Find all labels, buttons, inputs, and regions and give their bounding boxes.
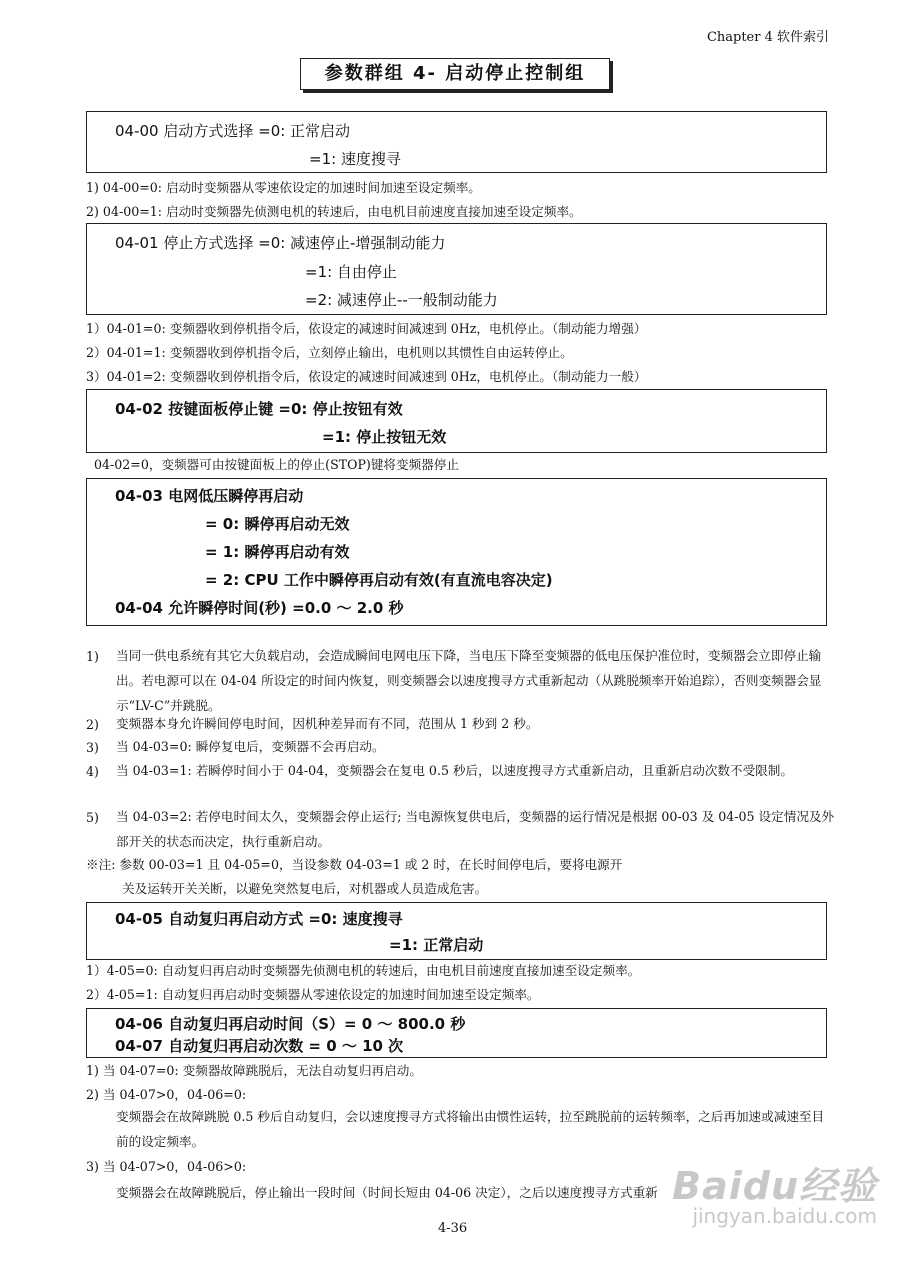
note-line: 3) 当 04-07>0，04-06>0: <box>86 1159 247 1174</box>
note-number: 3) <box>86 740 99 755</box>
note-line: 04-02=0，变频器可由按键面板上的停止(STOP)键将变频器停止 <box>94 457 459 472</box>
warning-note: 关及运转开关关断，以避免突然复电后，对机器或人员造成危害。 <box>122 881 488 896</box>
note-number: 4) <box>86 764 99 779</box>
note-number: 2) <box>86 717 99 732</box>
param-box-04-05 <box>86 902 827 960</box>
param-line: =1: 自由停止 <box>305 263 397 281</box>
param-box-04-02 <box>86 389 827 453</box>
note-text: 当同一供电系统有其它大负载启动，会造成瞬间电网电压下降，当电压下降至变频器的低电压保护准位时，变频器会立即停止输出。若电源可以在 04-04 所设定的时间内恢复，则变频器会以速度搜寻方式重新起动（从跳脱频率开始追踪），否则变频器会显示“LV-C”并跳脱。 <box>116 648 822 713</box>
note-text: 当 04-03=2: 若停电时间太久，变频器会停止运行; 当电源恢复供电后，变频器的运行情况是根据 00-03 及 04-05 设定情况及外部开关的状态而决定，执行重新启动。 <box>116 809 835 849</box>
note-line: 2）04-01=1: 变频器收到停机指令后，立刻停止输出，电机则以其惯性自由运转停止。 <box>86 345 573 360</box>
param-line: = 0: 瞬停再启动无效 <box>205 515 350 533</box>
baidu-watermark <box>672 1155 877 1228</box>
page-number: 4-36 <box>438 1221 468 1236</box>
param-line: 04-03 电网低压瞬停再启动 <box>115 487 304 505</box>
note-text: 当 04-03=0: 瞬停复电后，变频器不会再启动。 <box>116 739 385 754</box>
watermark-logo: Baidu经验 <box>672 1164 877 1208</box>
param-line: 04-06 自动复归再启动时间（S）= 0 ～ 800.0 秒 <box>115 1015 466 1033</box>
param-box-04-06 <box>86 1008 827 1058</box>
param-box-04-03 <box>86 478 827 626</box>
note-line: 3）04-01=2: 变频器收到停机指令后，依设定的减速时间减速到 0Hz，电机停止。（制动能力一般） <box>86 369 647 384</box>
note-number: 5) <box>86 810 99 825</box>
param-line: =1: 停止按钮无效 <box>322 428 447 446</box>
note-line: 1) 04-00=0: 启动时变频器从零速依设定的加速时间加速至设定频率。 <box>86 180 481 195</box>
section-title: 参数群组 4- 启动停止控制组 <box>300 58 610 90</box>
param-line: =2: 减速停止--一般制动能力 <box>305 291 498 309</box>
param-line: 04-07 自动复归再启动次数 = 0 ～ 10 次 <box>115 1037 404 1055</box>
note-line: 2）4-05=1: 自动复归再启动时变频器从零速依设定的加速时间加速至设定频率。 <box>86 987 540 1002</box>
param-line: =1: 速度搜寻 <box>309 150 401 168</box>
note-number: 1) <box>86 649 99 664</box>
chapter-header: Chapter 4 软件索引 <box>706 30 829 45</box>
warning-note: ※注: 参数 00-03=1 且 04-05=0，当设参数 04-03=1 或 2 时，在长时间停电后，要将电源开 <box>86 857 623 872</box>
param-line: 04-02 按键面板停止键 =0: 停止按钮有效 <box>115 400 403 418</box>
param-line: 04-05 自动复归再启动方式 =0: 速度搜寻 <box>115 910 403 928</box>
note-line: 1）04-01=0: 变频器收到停机指令后，依设定的减速时间减速到 0Hz，电机停止。（制动能力增强） <box>86 321 647 336</box>
note-text: 变频器本身允许瞬间停电时间，因机种差异而有不同，范围从 1 秒到 2 秒。 <box>116 716 539 731</box>
note-line: 2) 04-00=1: 启动时变频器先侦测电机的转速后，由电机目前速度直接加速至设定频率。 <box>86 204 582 219</box>
watermark-url: jingyan.baidu.com <box>692 1204 877 1228</box>
note-line: 1）4-05=0: 自动复归再启动时变频器先侦测电机的转速后，由电机目前速度直接加速至设定频率。 <box>86 963 641 978</box>
note-text: 当 04-03=1: 若瞬停时间小于 04-04，变频器会在复电 0.5 秒后，以速度搜寻方式重新启动，且重新启动次数不受限制。 <box>116 763 793 778</box>
param-line: = 2: CPU 工作中瞬停再启动有效(有直流电容决定) <box>205 571 553 589</box>
note-line: 2) 当 04-07>0，04-06=0: <box>86 1087 247 1102</box>
param-line: 04-01 停止方式选择 =0: 减速停止-增强制动能力 <box>115 234 446 252</box>
param-line: =1: 正常启动 <box>389 936 484 954</box>
param-line: 04-00 启动方式选择 =0: 正常启动 <box>115 122 351 140</box>
note-text: 变频器会在故障跳脱 0.5 秒后自动复归，会以速度搜寻方式将输出由惯性运转，拉至跳脱前的运转频率，之后再加速或减速至目前的设定频率。 <box>116 1109 825 1149</box>
note-line: 变频器会在故障跳脱后，停止输出一段时间（时间长短由 04-06 决定），之后以速度搜寻方式重新 <box>116 1185 658 1200</box>
param-box-04-00 <box>86 111 827 173</box>
param-box-04-01 <box>86 223 827 315</box>
param-line: = 1: 瞬停再启动有效 <box>205 543 350 561</box>
param-line: 04-04 允许瞬停时间(秒) =0.0 ～ 2.0 秒 <box>115 599 404 617</box>
note-line: 1) 当 04-07=0: 变频器故障跳脱后，无法自动复归再启动。 <box>86 1063 422 1078</box>
